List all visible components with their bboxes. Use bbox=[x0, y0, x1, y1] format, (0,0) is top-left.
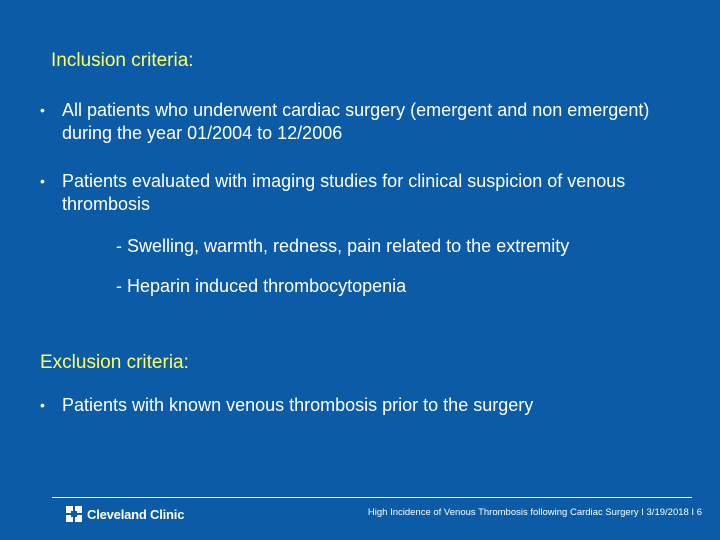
exclusion-heading: Exclusion criteria: bbox=[40, 352, 189, 373]
footer-caption: High Incidence of Venous Thrombosis following Cardiac Surgery I 3/19/2018 I 6 bbox=[367, 507, 702, 518]
cleveland-clinic-logo bbox=[66, 505, 184, 523]
bullet-text: Patients evaluated with imaging studies for clinical suspicion of venous thrombosis bbox=[62, 171, 626, 214]
bullet-text: Patients with known venous thrombosis prior to the surgery bbox=[62, 395, 534, 415]
logo-text: Cleveland Clinic bbox=[87, 506, 185, 522]
bullet-dot-icon: • bbox=[40, 102, 45, 118]
exclusion-bullet bbox=[40, 394, 682, 417]
inclusion-subitem: - Heparin induced thrombocytopenia bbox=[116, 276, 407, 296]
inclusion-subitem: - Swelling, warmth, redness, pain related to the extremity bbox=[116, 236, 570, 256]
cleveland-clinic-cross-icon bbox=[66, 506, 82, 522]
bullet-dot-icon: • bbox=[40, 173, 45, 189]
inclusion-bullet bbox=[40, 99, 682, 145]
bullet-text: All patients who underwent cardiac surgery (emergent and non emergent) during the year 01/2004 to 12/2006 bbox=[62, 100, 650, 143]
inclusion-bullet bbox=[40, 170, 682, 216]
inclusion-heading: Inclusion criteria: bbox=[51, 50, 194, 71]
bullet-dot-icon: • bbox=[40, 397, 45, 413]
footer-divider bbox=[52, 497, 692, 498]
